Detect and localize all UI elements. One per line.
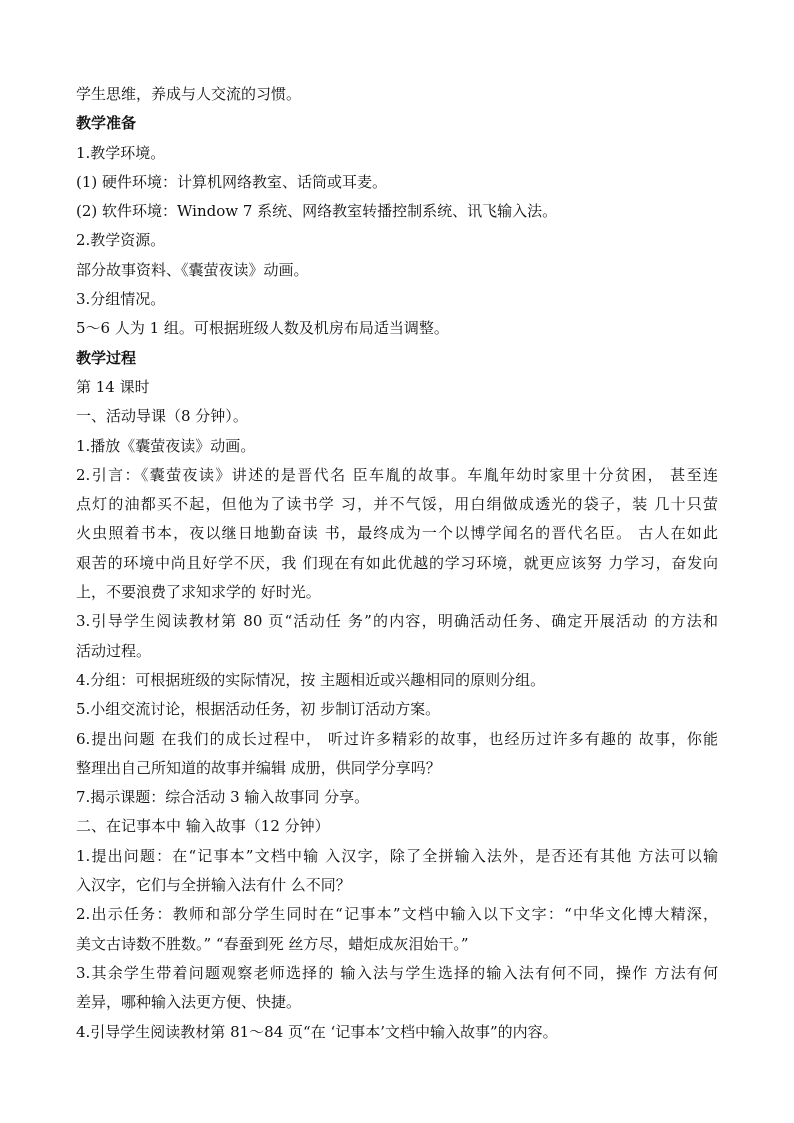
paragraph-line: 7.揭示课题：综合活动 3 输入故事同 分享。 <box>76 788 370 807</box>
paragraph-line: 第 14 课时 <box>76 377 150 396</box>
paragraph-line: 2.教学资源。 <box>76 231 166 250</box>
paragraph-line: 美文古诗数不胜数。” “春蚕到死 丝方尽，蜡炬成灰泪始干。” <box>76 934 469 953</box>
paragraph-line: 3.引导学生阅读教材第 80 页“活动任 务”的内容，明确活动任务、确定开展活动 的方法和 <box>76 612 718 631</box>
paragraph-line: 火虫照着书本，夜以继日地勤奋读 书，最终成为一个以博学闻名的晋代名臣。 古人在如此 <box>76 524 718 543</box>
section-heading: 教学过程 <box>76 348 137 367</box>
paragraph-line: 5.小组交流讨论，根据活动任务，初 步制订活动方案。 <box>76 700 441 719</box>
paragraph-line: 3.其余学生带着问题观察老师选择的 输入法与学生选择的输入法有何不同，操作 方法有何 <box>76 963 718 982</box>
section-heading: 教学准备 <box>76 114 137 133</box>
paragraph-line: 2.引言：《囊萤夜读》讲述的是晋代名 臣车胤的故事。车胤年幼时家里十分贫困， 甚至连 <box>76 465 718 484</box>
document-body <box>76 80 718 1047</box>
paragraph-line: 差异，哪种输入法更方便、快捷。 <box>76 993 302 1012</box>
paragraph-line: 上，不要浪费了求知求学的 好时光。 <box>76 583 321 602</box>
paragraph-line: 4.引导学生阅读教材第 81～84 页“在 ‘记事本’文档中输入故事”的内容。 <box>76 1022 558 1041</box>
paragraph-line: 活动过程。 <box>76 641 152 660</box>
paragraph-line: (1) 硬件环境：计算机网络教室、话筒或耳麦。 <box>76 172 388 191</box>
paragraph-line: 4.分组：可根据班级的实际情况，按 主题相近或兴趣相同的原则分组。 <box>76 670 546 689</box>
paragraph-line: 1.播放《囊萤夜读》动画。 <box>76 436 256 455</box>
paragraph-line: 点灯的油都买不起，但他为了读书学 习，并不气馁，用白绢做成透光的袋子，装 几十只萤 <box>76 495 718 514</box>
paragraph-line: 5～6 人为 1 组。可根据班级人数及机房布局适当调整。 <box>76 319 449 338</box>
paragraph-line: 二、在记事本中 输入故事（12 分钟） <box>76 817 330 836</box>
paragraph-line: 一、活动导课（8 分钟）。 <box>76 407 248 426</box>
paragraph-line: 3.分组情况。 <box>76 290 166 309</box>
paragraph-line: 6.提出问题 在我们的成长过程中， 听过许多精彩的故事，也经历过许多有趣的 故事，你能 <box>76 729 718 748</box>
paragraph-line: 整理出自己所知道的故事并编辑 成册，供同学分享吗？ <box>76 758 441 777</box>
paragraph-line: 2.出示任务：教师和部分学生同时在“记事本”文档中输入以下文字：“中华文化博大精深， <box>76 905 718 924</box>
paragraph-line: (2) 软件环境：Window 7 系统、网络教室转播控制系统、讯飞输入法。 <box>76 202 558 221</box>
paragraph-line: 部分故事资料、《囊萤夜读》动画。 <box>76 260 309 279</box>
paragraph-line: 入汉字，它们与全拼输入法有什 么不同？ <box>76 876 351 895</box>
paragraph-line: 艰苦的环境中尚且好学不厌，我 们现在有如此优越的学习环境，就更应该努 力学习，奋发向 <box>76 553 718 572</box>
paragraph-line: 学生思维，养成与人交流的习惯。 <box>76 85 302 103</box>
paragraph-line: 1.教学环境。 <box>76 143 166 162</box>
paragraph-line: 1.提出问题：在“记事本”文档中输 入汉字，除了全拼输入法外，是否还有其他 方法可以输 <box>76 846 718 865</box>
